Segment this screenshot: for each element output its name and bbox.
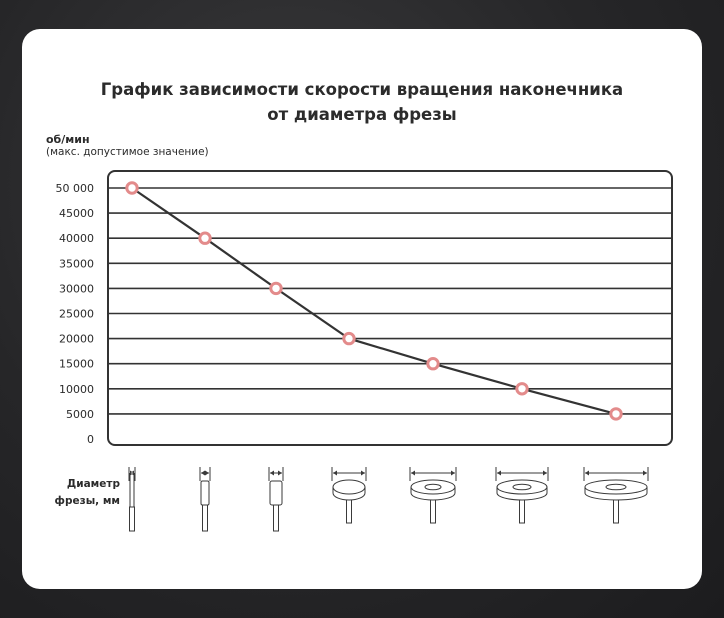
y-axis-note: (макс. допустимое значение) xyxy=(46,146,209,158)
plot-frame xyxy=(108,171,672,445)
data-point xyxy=(200,233,210,243)
y-tick-label: 0 xyxy=(87,433,94,446)
data-point xyxy=(428,359,438,369)
chart-card xyxy=(22,29,702,589)
disc-bur-icon xyxy=(332,467,366,523)
wide-cylinder-bur-icon xyxy=(269,467,283,531)
y-tick-label: 35000 xyxy=(59,257,94,271)
x-axis-label-line2: фрезы, мм xyxy=(54,495,120,507)
cylinder-bur-icon xyxy=(200,467,210,531)
thin-bur-icon xyxy=(129,467,135,531)
y-tick-label: 25000 xyxy=(59,307,94,321)
disc-hole-bur-icon xyxy=(496,467,548,523)
data-point xyxy=(344,333,354,343)
data-point xyxy=(517,384,527,394)
chart-title-line1: График зависимости скорости вращения наконечника xyxy=(100,80,624,99)
y-tick-label: 45000 xyxy=(59,207,94,221)
y-tick-label: 20000 xyxy=(59,332,94,346)
disc-hole-bur-icon xyxy=(410,467,456,523)
y-axis-unit: об/мин xyxy=(46,133,90,146)
data-point xyxy=(271,283,281,293)
y-tick-label: 5000 xyxy=(66,407,94,421)
y-tick-label: 10000 xyxy=(59,382,94,396)
chart-title-line2: от диаметра фрезы xyxy=(267,105,457,124)
x-axis-label-line1: Диаметр xyxy=(66,478,120,490)
y-tick-label: 40000 xyxy=(59,232,94,246)
line-chart xyxy=(22,29,702,589)
y-tick-label: 50 000 xyxy=(55,182,94,195)
data-point xyxy=(127,183,137,193)
y-tick-label: 30000 xyxy=(59,282,94,296)
y-tick-label: 15000 xyxy=(59,357,94,371)
large-disc-hole-bur-icon xyxy=(584,467,648,523)
series-line xyxy=(132,188,616,414)
data-point xyxy=(611,409,621,419)
